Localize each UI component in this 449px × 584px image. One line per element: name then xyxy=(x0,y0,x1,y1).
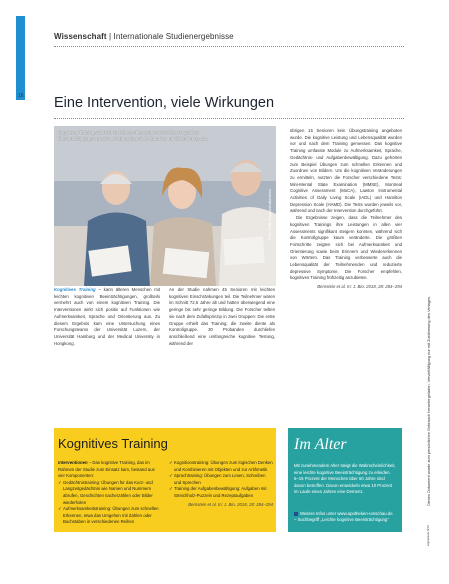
training-box-lead: Interventionen xyxy=(58,460,88,465)
article-column-1 xyxy=(54,287,160,347)
section-accent-bar xyxy=(16,16,25,100)
article-column-2 xyxy=(169,287,275,347)
journal-footer: ergopraxis 6/14 xyxy=(426,525,430,546)
training-box-title: Kognitives Training xyxy=(58,436,168,451)
age-box-title: Im Alter xyxy=(294,436,347,453)
article-photo xyxy=(54,126,276,286)
article-source: Bernstein et al. In: J. Bio. 2018, 28: 284–294 xyxy=(317,284,402,290)
training-info-box xyxy=(54,428,276,532)
training-list-item: ✓ Training der Aufgabenbewältigung: Aufgaben mit Streichholz-Puzzeln und Rezeptaufgaben xyxy=(169,486,273,499)
age-box-link-text[interactable]: Weitere Infos unter www.apotheken-umschau.de – Suchbegriff „Leichte kognitive Beeinträchtigung“ xyxy=(294,511,393,522)
section-divider-line xyxy=(54,46,404,47)
age-box-link[interactable] xyxy=(294,511,396,523)
training-list-item: ✓ Gedächtnistraining: Übungen für das Kurz- und Langzeitgedächtnis wie Namen und Nummern abrufen, Geschichten nacherzählen oder Bilder wiederholen xyxy=(58,480,162,506)
copyright-side-note: Dieses Dokument wurde zum persönlichen Gebrauch heruntergeladen. Vervielfältigung nur mit Zustimmung des Verlages. xyxy=(426,295,431,506)
section-title: Wissenschaft xyxy=(54,32,107,41)
article-col1-text: – kann älteren Menschen mit leichten kognitiven Beeinträchtigungen, großteils vermehrt auch von einem kognitiven Training. Die Interventionen wirkt sich positiv auf Funktionen wie Aufmerksamkeit, Sprache und Orientierung aus. Zu diesem Ergebnis kam eine Untersuchung eines Forschungsteams der Universität Luzern, der Universität Hamburg und der Medical University in Hongkong. xyxy=(54,287,160,346)
article-col3-paragraph-2: Die Ergebnisse zeigen, dass die Teilnehmer des kognitiven Trainings ihre Leistungen in allen vier Assessments signifikant steigern konnten, während sich die Kontrollgruppe kaum veränderte. Die größten Fortschritte zeigten sich bei Aufmerksamkeit und Orientierung sowie beim Erinnern und Wiedererkennen von Wörtern. Das Training verbesserte auch die Lebensqualität der Teilnehmenden und reduzierte depressive Symptome. Die Forscher empfehlen, kognitives Training frühzeitig anzubieten. xyxy=(290,215,402,281)
article-headline: Eine Intervention, viele Wirkungen xyxy=(54,95,275,111)
age-box-text: Mit zunehmendem Alter steigt die Wahrscheinlichkeit, eine leichte kognitive Beeinträchtigung zu erleiden. 5–15 Prozent der Menschen über 60 Jahre sind davon betroffen. Davon entwickeln etwa 10 Prozent im Laufe eines Jahres eine Demenz. xyxy=(294,463,396,495)
age-info-box xyxy=(288,428,402,532)
article-col2-text: An der Studie nahmen 45 Senioren mit leichten kognitiven Einschränkungen teil. Die Teilnehmer waren im Schnitt 72,5 Jahre alt und hatten überwiegend eine geringe bis sehr geringe Bildung. Die Forscher teilten sie nach dem Zufallsprinzip in zwei Gruppen: Die erste Gruppe erhielt das Training, die zweite diente als Kontrollgruppe. 30 Probanden durchliefen anschließend eine umfangreiche kognitive Testung, während der xyxy=(169,287,275,346)
training-box-column-1 xyxy=(58,460,162,526)
training-list-item: ✓ Aufmerksamkeitstraining: Übungen zum schnellen Erkennen, etwa das Umgehen mit Zahlen oder Buchstaben in verschiedenen Reihen xyxy=(58,506,162,526)
link-square-icon xyxy=(294,512,298,516)
page-number: 16 xyxy=(18,93,24,99)
section-divider: | xyxy=(109,32,114,41)
section-subtitle: Internationale Studienergebnisse xyxy=(113,32,234,41)
photo-credit: Foto: Getty Images/shutterstock xyxy=(268,189,272,240)
article-lead: Kognitives Training xyxy=(54,287,96,292)
headline-divider-line xyxy=(54,118,404,119)
training-list-item: ✓ Kognitionstraining: Übungen zum logischen Denken und Kombinieren mit Objekten und zur Arithmetik xyxy=(169,460,273,473)
photo-caption: Kognitives Training wirkt sich bei älteren Menschen mit leichten kognitiven Beeinträchtigungen positiv auf Aufmerksamkeit, Sprache und Orientierung aus. xyxy=(58,130,209,141)
article-column-3 xyxy=(290,128,402,291)
article-col3-paragraph-1: übrigen 15 Senioren kein Übungstraining angeboten wurde. Die kognitive Leistung und Lebensqualität wurden vor und nach dem Training gemessen. Das kognitive Training umfasste Module zu Aufmerksamkeit, Sprache, Gedächtnis- und Aufgabenbewältigung. Dazu gehörten zum Beispiel Übungen zum schnellen Erkennen und Zuordnen von Bildern. Um die kognitiven Veränderungen zu ermitteln, nutzten die Forscher verschiedene Tests: Mini-Mental State Examination (MMSE), Montreal Cognitive Assessment (MoCA), Lawton Instrumental Activities of Daily Living Scale (IADL) und Hamilton Depression Scale (HAMD). Die Tests wurden jeweils vor, während und nach der Intervention durchgeführt. xyxy=(290,128,402,214)
training-box-source: Bernstein et al. In: J. Bio. 2018, 28: 284–294 xyxy=(188,501,273,507)
training-box-intro: – Das kognitive Training, das im Rahmen der Studie zum Einsatz kam, bestand aus vier Komponenten: xyxy=(58,460,155,479)
training-list-item: ✓ Sprachtraining: Übungen zum Lesen, Schreiben und Sprechen xyxy=(169,473,273,486)
training-box-column-2 xyxy=(169,460,273,508)
section-label xyxy=(54,32,234,41)
